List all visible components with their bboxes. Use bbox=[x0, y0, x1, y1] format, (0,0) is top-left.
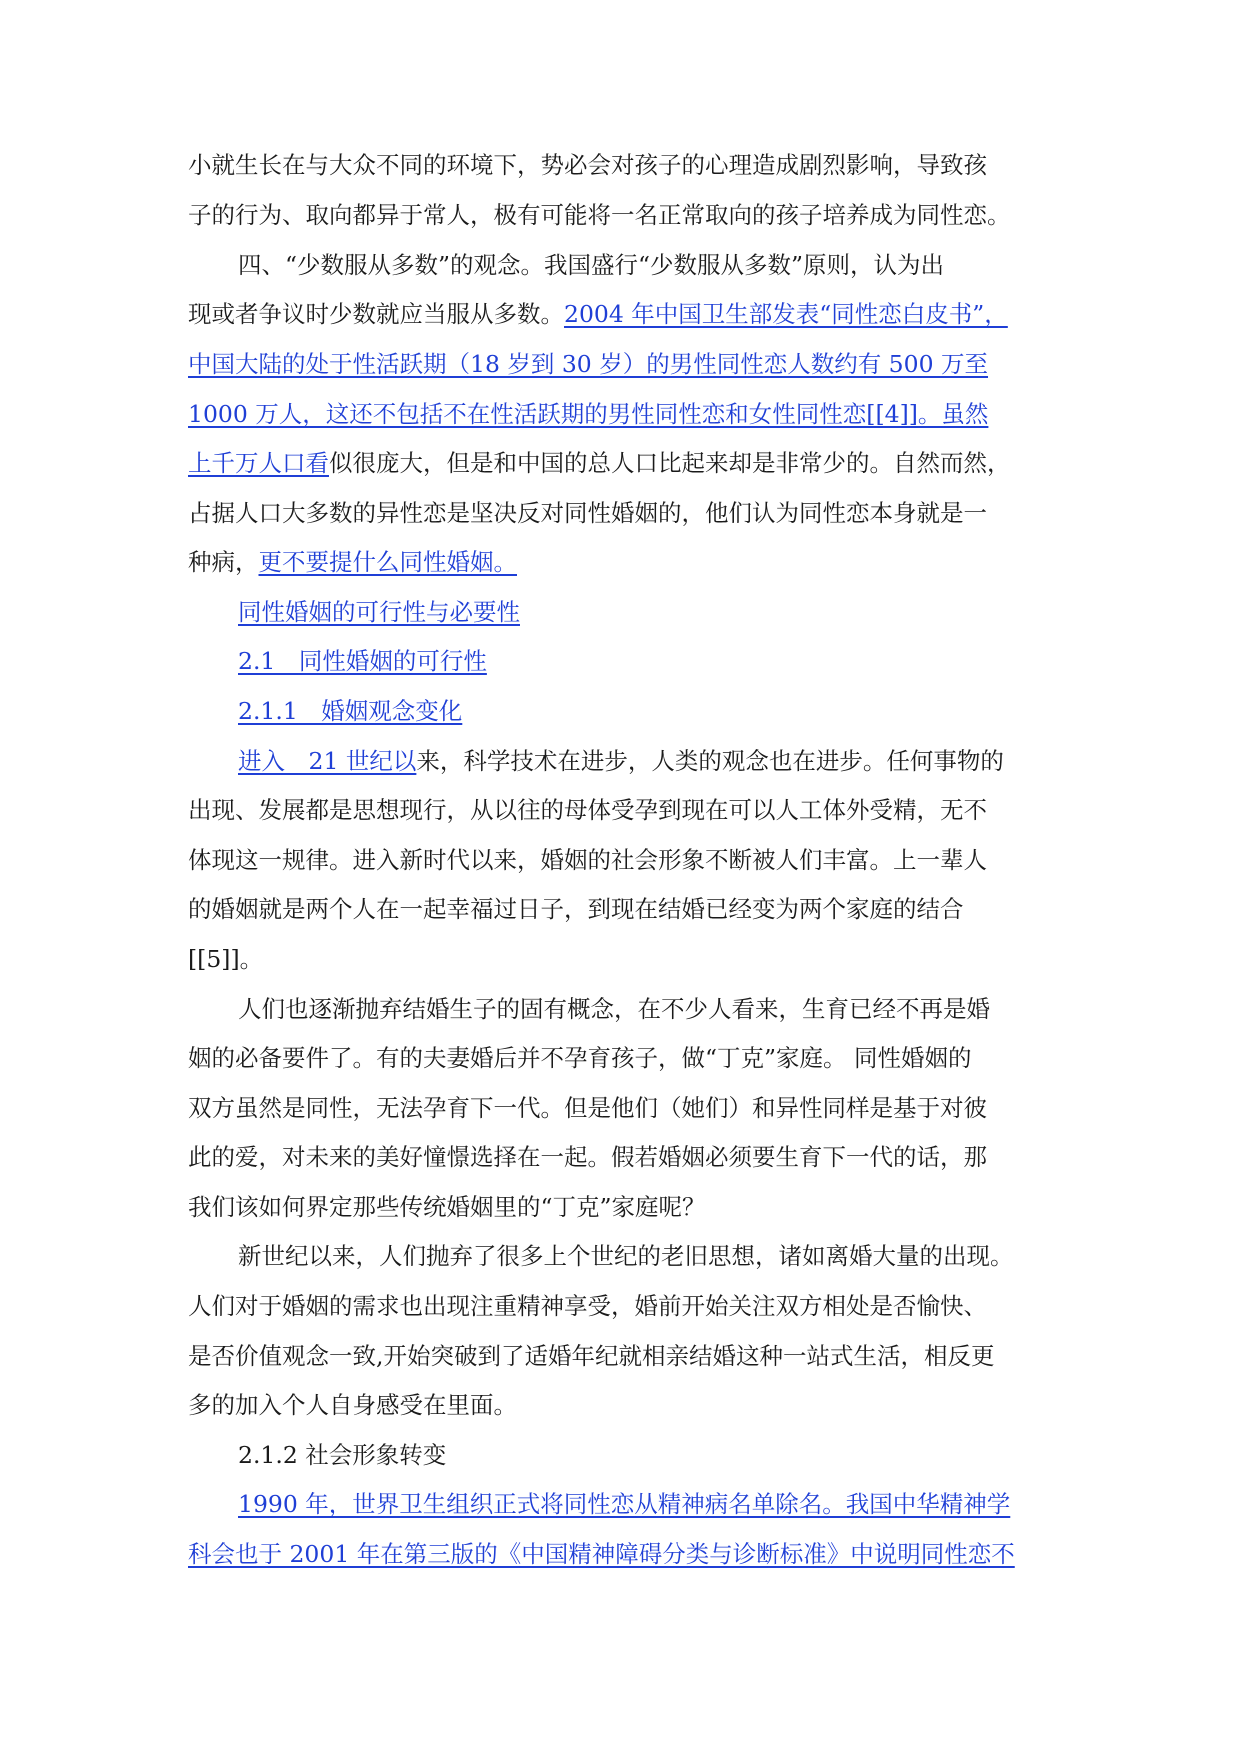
paragraph-text: 人们也逐渐抛弃结婚生子的固有概念，在不少人看来，生育已经不再是婚 bbox=[238, 995, 990, 1023]
text-line bbox=[188, 944, 263, 974]
hyperlink-text[interactable]: 进入 21 世纪以 bbox=[238, 747, 417, 775]
text-line bbox=[188, 894, 964, 924]
paragraph-text: 出现、发展都是思想现行，从以往的母体受孕到现在可以人工体外受精，无不 bbox=[188, 796, 987, 824]
paragraph-text: 我们该如何界定那些传统婚姻里的“丁克”家庭呢？ bbox=[188, 1193, 706, 1221]
hyperlink-text[interactable]: 2.1.1 婚姻观念变化 bbox=[238, 697, 463, 725]
text-line bbox=[188, 1192, 706, 1222]
paragraph-text: 人们对于婚姻的需求也出现注重精神享受，婚前开始关注双方相处是否愉快、 bbox=[188, 1292, 987, 1320]
hyperlink-text[interactable]: 1000 万人，这还不包括不在性活跃期的男性同性恋和女性同性恋[[4]]。虽然 bbox=[188, 400, 989, 428]
text-line bbox=[238, 1489, 1010, 1519]
hyperlink-text[interactable]: 中国大陆的处于性活跃期（18 岁到 30 岁）的男性同性恋人数约有 500 万至 bbox=[188, 350, 989, 378]
paragraph-text: [[5]]。 bbox=[188, 945, 264, 973]
paragraph-text: 小就生长在与大众不同的环境下，势必会对孩子的心理造成剧烈影响，导致孩 bbox=[188, 151, 987, 179]
text-line bbox=[188, 399, 988, 429]
text-line bbox=[238, 746, 1004, 776]
text-line bbox=[238, 1241, 1014, 1271]
text-line bbox=[188, 1341, 994, 1371]
paragraph-text: 的婚姻就是两个人在一起幸福过日子，到现在结婚已经变为两个家庭的结合 bbox=[188, 895, 964, 923]
hyperlink-text[interactable]: 2.1 同性婚姻的可行性 bbox=[238, 647, 487, 675]
text-line bbox=[238, 994, 990, 1024]
paragraph-text: 是否价值观念一致,开始突破到了适婚年纪就相亲结婚这种一站式生活，相反更 bbox=[188, 1342, 995, 1370]
text-line bbox=[238, 696, 462, 726]
paragraph-text: 体现这一规律。进入新时代以来，婚姻的社会形象不断被人们丰富。上一辈人 bbox=[188, 846, 987, 874]
hyperlink-text[interactable]: 科会也于 2001 年在第三版的《中国精神障碍分类与诊断标准》中说明同性恋不 bbox=[188, 1540, 1015, 1568]
hyperlink-text[interactable]: 上千万人口看 bbox=[188, 449, 329, 477]
paragraph-text: 双方虽然是同性，无法孕育下一代。但是他们（她们）和异性同样是基于对彼 bbox=[188, 1094, 987, 1122]
text-line bbox=[188, 200, 1011, 230]
text-line bbox=[188, 1390, 517, 1420]
text-line bbox=[188, 1142, 987, 1172]
paragraph-text: 新世纪以来，人们抛弃了很多上个世纪的老旧思想，诸如离婚大量的出现。 bbox=[238, 1242, 1014, 1270]
text-line bbox=[188, 349, 988, 379]
text-line bbox=[188, 498, 987, 528]
paragraph-text: 占据人口大多数的异性恋是坚决反对同性婚姻的，他们认为同性恋本身就是一 bbox=[188, 499, 987, 527]
text-line bbox=[188, 1291, 987, 1321]
hyperlink-text[interactable]: 同性婚姻的可行性与必要性 bbox=[238, 598, 520, 626]
paragraph-text: 子的行为、取向都异于常人，极有可能将一名正常取向的孩子培养成为同性恋。 bbox=[188, 201, 1011, 229]
text-line bbox=[188, 299, 1008, 329]
paragraph-text: 姻的必备要件了。有的夫妻婚后并不孕育孩子，做“丁克”家庭。 同性婚姻的 bbox=[188, 1044, 972, 1072]
paragraph-text: 2.1.2 社会形象转变 bbox=[238, 1441, 447, 1469]
paragraph-text: 现或者争议时少数就应当服从多数。 bbox=[188, 300, 564, 328]
text-line bbox=[188, 1539, 1015, 1569]
text-line bbox=[188, 150, 987, 180]
text-line bbox=[188, 1043, 972, 1073]
paragraph-text: 来，科学技术在进步，人类的观念也在进步。任何事物的 bbox=[416, 747, 1004, 775]
text-line bbox=[188, 795, 987, 825]
paragraph-text: 种病， bbox=[188, 548, 259, 576]
paragraph-text: 此的爱，对未来的美好憧憬选择在一起。假若婚姻必须要生育下一代的话，那 bbox=[188, 1143, 987, 1171]
text-line bbox=[238, 1440, 446, 1470]
text-line bbox=[238, 597, 520, 627]
text-line bbox=[238, 646, 487, 676]
text-line bbox=[188, 448, 1011, 478]
hyperlink-text[interactable]: 1990 年，世界卫生组织正式将同性恋从精神病名单除名。我国中华精神学 bbox=[238, 1490, 1011, 1518]
paragraph-text: 四、“少数服从多数”的观念。我国盛行“少数服从多数”原则，认为出 bbox=[238, 251, 945, 279]
paragraph-text: 似很庞大，但是和中国的总人口比起来却是非常少的。自然而然， bbox=[329, 449, 1011, 477]
text-line bbox=[188, 547, 517, 577]
hyperlink-text[interactable]: 更不要提什么同性婚姻。 bbox=[258, 548, 517, 576]
hyperlink-text[interactable]: 2004 年中国卫生部发表“同性恋白皮书”， bbox=[564, 300, 1008, 328]
text-line bbox=[238, 250, 944, 280]
text-line bbox=[188, 1093, 987, 1123]
paragraph-text: 多的加入个人自身感受在里面。 bbox=[188, 1391, 517, 1419]
text-line bbox=[188, 845, 987, 875]
